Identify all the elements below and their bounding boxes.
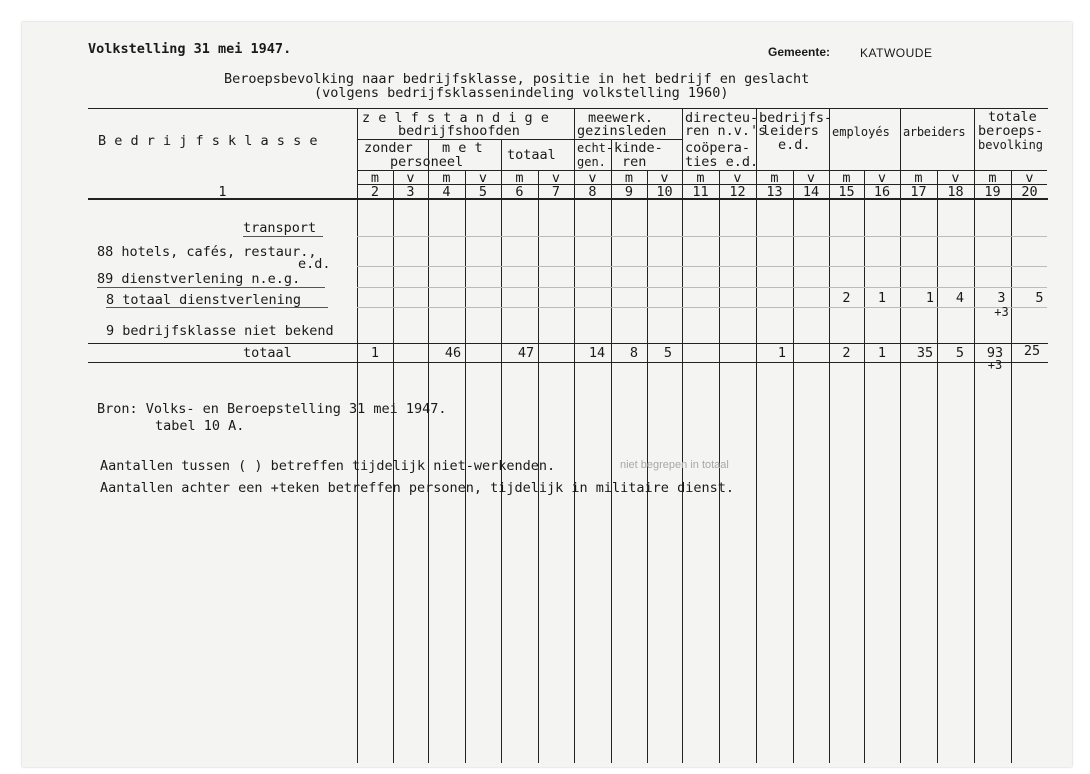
col-number: 13 bbox=[766, 184, 783, 200]
gender-label: m bbox=[988, 170, 997, 186]
gender-label: m bbox=[696, 170, 705, 186]
header-bedrijfsleiders-2: leiders bbox=[762, 123, 819, 139]
header-directeuren-3: coöpera- bbox=[685, 140, 751, 156]
header-totale: totale bbox=[988, 109, 1037, 125]
gender-label: v bbox=[660, 170, 669, 186]
cell-totaal-c16: 1 bbox=[877, 345, 887, 361]
header-zelfstandige: z e l f s t a n d i g e bbox=[362, 110, 549, 126]
gender-label: v bbox=[806, 170, 816, 186]
gender-label: v bbox=[733, 170, 742, 186]
row-88-hotels: 88 hotels, cafés, restaur., bbox=[97, 244, 317, 260]
col-number: 1 bbox=[218, 184, 227, 200]
header-bedrijfsleiders-3: e.d. bbox=[778, 137, 811, 153]
col-number: 6 bbox=[515, 184, 524, 200]
col-number: 8 bbox=[588, 184, 597, 200]
cell-r8-c19: 3 bbox=[997, 290, 1006, 306]
gender-label: v bbox=[406, 170, 415, 186]
col-number: 4 bbox=[442, 184, 451, 200]
gender-label: m bbox=[914, 170, 923, 186]
header-bedrijfsleiders: bedrijfs- bbox=[759, 110, 833, 126]
gemeente-value: KATWOUDE bbox=[860, 46, 933, 60]
header-arbeiders: arbeiders bbox=[903, 125, 966, 139]
row-totaal: totaal bbox=[243, 345, 292, 361]
header-echtgen: echt- bbox=[577, 141, 614, 155]
col-number: 19 bbox=[984, 184, 1001, 200]
gender-label: m bbox=[770, 170, 779, 186]
header-employes: employés bbox=[832, 125, 890, 139]
header-personeel: personeel bbox=[390, 154, 464, 170]
header-beroeps: beroeps- bbox=[978, 123, 1044, 139]
cell-r8-c18: 4 bbox=[955, 290, 965, 306]
cell-r8-c16: 1 bbox=[877, 290, 887, 306]
cell-r8-c15: 2 bbox=[842, 290, 851, 306]
table-subtitle: (volgens bedrijfsklassenindeling volkstelling 1960) bbox=[314, 85, 729, 101]
gemeente-label: Gemeente: bbox=[768, 45, 831, 59]
col-number: 10 bbox=[656, 184, 673, 200]
header-directeuren-4: ties e.d. bbox=[685, 154, 759, 170]
cell-r8-c20: 5 bbox=[1035, 290, 1044, 306]
cell-totaal-c17: 35 bbox=[916, 345, 934, 361]
col-number: 7 bbox=[551, 184, 561, 200]
gender-label: v bbox=[588, 170, 597, 186]
col-number: 9 bbox=[624, 184, 634, 200]
note-parentheses-stamp: niet begrepen in totaal bbox=[620, 459, 729, 471]
gender-label: m bbox=[842, 170, 851, 186]
cell-totaal-c4: 46 bbox=[444, 345, 462, 361]
header-kinderen: kinde- bbox=[614, 140, 663, 156]
gender-label: m bbox=[624, 170, 634, 186]
row-88-hotels-2: e.d. bbox=[298, 256, 331, 272]
cell-totaal-c19-plus: +3 bbox=[987, 358, 1003, 372]
header-totaal: totaal bbox=[507, 147, 556, 163]
cell-totaal-c10: 5 bbox=[663, 345, 673, 361]
note-plus-sign: Aantallen achter een +teken betreffen personen, tijdelijk in militaire dienst. bbox=[100, 480, 734, 496]
header-bedrijfshoofden: bedrijfshoofden bbox=[398, 123, 520, 139]
cell-totaal-c20: 25 bbox=[1023, 343, 1041, 359]
header-gezinsleden: gezinsleden bbox=[577, 123, 667, 139]
gender-label: v bbox=[1025, 170, 1034, 186]
col-number: 2 bbox=[370, 184, 380, 200]
cell-r8-c17: 1 bbox=[925, 290, 935, 306]
col-number: 3 bbox=[406, 184, 415, 200]
col-number: 18 bbox=[947, 184, 964, 200]
col-number: 16 bbox=[873, 184, 891, 200]
header-kinderen-2: ren bbox=[622, 154, 647, 170]
col-number: 5 bbox=[478, 184, 488, 200]
header-echtgen-2: gen. bbox=[577, 155, 606, 169]
gender-label: v bbox=[951, 170, 960, 186]
census-title: Volkstelling 31 mei 1947. bbox=[88, 41, 292, 57]
cell-totaal-c18: 5 bbox=[955, 345, 965, 361]
col-number: 17 bbox=[910, 184, 927, 200]
gender-label: v bbox=[877, 170, 887, 186]
header-bedrijfsklasse: B e d r i j f s k l a s s e bbox=[98, 133, 318, 149]
header-directeuren-2: ren n.v.'s bbox=[685, 123, 767, 139]
cell-totaal-c14: 1 bbox=[777, 345, 787, 361]
header-zonder: zonder bbox=[364, 140, 413, 156]
cell-totaal-c6: 47 bbox=[517, 345, 535, 361]
col-number: 11 bbox=[692, 184, 709, 200]
row-8-totaal-dienstverlening: 8 totaal dienstverlening bbox=[106, 292, 302, 308]
cell-totaal-c9: 8 bbox=[629, 345, 639, 361]
gender-label: m bbox=[515, 170, 524, 186]
source-line: Bron: Volks- en Beroepstelling 31 mei 1947. bbox=[97, 401, 447, 417]
col-number: 20 bbox=[1021, 184, 1038, 200]
note-parentheses: Aantallen tussen ( ) betreffen tijdelijk niet-werkenden. bbox=[100, 458, 556, 474]
cell-totaal-c2: 1 bbox=[370, 345, 380, 361]
col-number: 15 bbox=[838, 184, 855, 200]
table-title: Beroepsbevolking naar bedrijfsklasse, positie in het bedrijf en geslacht bbox=[224, 71, 810, 87]
row-89-dienstverlening: 89 dienstverlening n.e.g. bbox=[97, 271, 301, 287]
header-bevolking: bevolking bbox=[978, 138, 1044, 152]
cell-totaal-c15: 2 bbox=[842, 345, 851, 361]
gender-label: v bbox=[551, 170, 561, 186]
row-transport: transport bbox=[243, 220, 317, 236]
gender-label: m bbox=[370, 170, 380, 186]
cell-r8-c19-plus: +3 bbox=[994, 305, 1009, 319]
row-9-niet-bekend: 9 bedrijfsklasse niet bekend bbox=[106, 323, 334, 339]
cell-totaal-c8: 14 bbox=[588, 345, 606, 361]
source-table: tabel 10 A. bbox=[155, 418, 245, 434]
header-meewerk: meewerk. bbox=[588, 110, 654, 126]
col-number: 12 bbox=[729, 184, 746, 200]
gender-label: v bbox=[478, 170, 488, 186]
col-number: 14 bbox=[802, 184, 820, 200]
header-directeuren: directeu- bbox=[685, 110, 759, 126]
header-met: m e t bbox=[442, 140, 483, 156]
cell-totaal-c19: 93 bbox=[986, 345, 1004, 361]
gender-label: m bbox=[442, 170, 451, 186]
